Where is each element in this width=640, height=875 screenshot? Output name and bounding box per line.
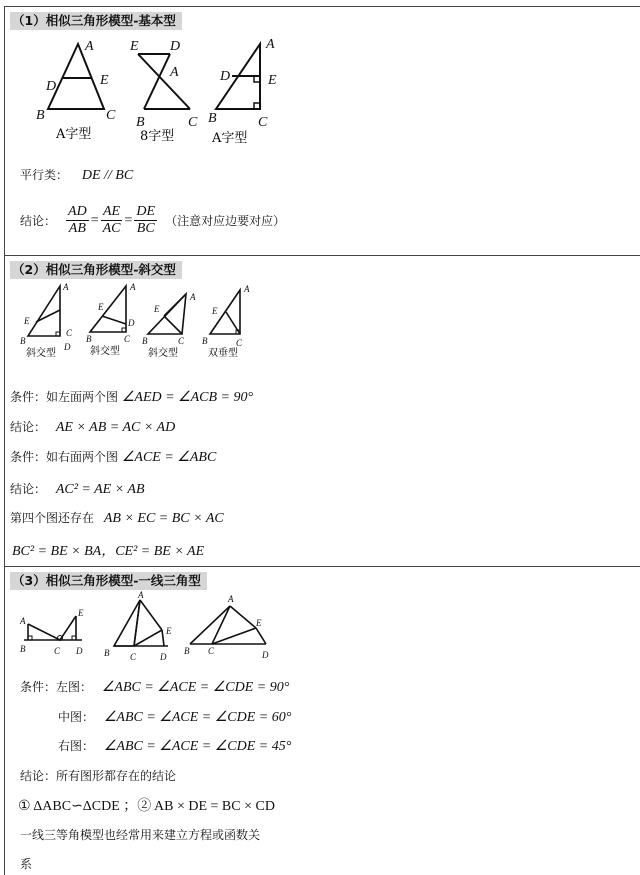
line-label: 条件：左图： bbox=[20, 680, 93, 694]
conclusion-note: （注意对应边要对应） bbox=[165, 214, 286, 228]
svg-text:E: E bbox=[100, 73, 109, 88]
section-3-line-7 bbox=[20, 855, 32, 872]
line-label: 第四个图还存在 bbox=[10, 511, 95, 525]
fraction-den: AB bbox=[68, 221, 86, 236]
svg-text:B: B bbox=[20, 336, 26, 346]
fraction-de-bc bbox=[134, 204, 157, 237]
svg-text:C: C bbox=[130, 652, 137, 662]
caption-8: 8字型 bbox=[140, 129, 175, 144]
line-expr: ∠ABC = ∠ACE = ∠CDE = 45° bbox=[103, 739, 292, 754]
section-2-header: （2）相似三角形模型-斜交型 bbox=[10, 261, 182, 279]
svg-text:C: C bbox=[178, 336, 185, 346]
figure-a-shape-1 bbox=[48, 44, 104, 109]
figure-one-line-60 bbox=[114, 600, 168, 646]
section-3-line-2 bbox=[58, 708, 291, 726]
svg-text:D: D bbox=[170, 39, 181, 54]
svg-text:B: B bbox=[36, 108, 45, 123]
svg-text:D: D bbox=[220, 69, 231, 84]
section-3-line-6 bbox=[20, 826, 260, 843]
svg-text:D: D bbox=[262, 650, 269, 660]
section-3-line-5 bbox=[18, 795, 275, 815]
svg-text:B: B bbox=[184, 646, 190, 656]
line-expr: BC² = BE × BA，CE² = BE × AE bbox=[12, 544, 205, 559]
line-label: 右图： bbox=[58, 739, 95, 753]
line-expr: ∠AED = ∠ACB = 90° bbox=[121, 390, 254, 405]
line-expr: ∠ABC = ∠ACE = ∠CDE = 90° bbox=[101, 680, 290, 695]
svg-text:B: B bbox=[208, 111, 217, 126]
fraction-num: AD bbox=[68, 204, 87, 219]
section-3-header: （3）相似三角形模型-一线三角型 bbox=[10, 572, 207, 590]
section-2-line-1 bbox=[10, 388, 253, 406]
line-label: 一线三等角模型也经常用来建立方程或函数关 bbox=[20, 828, 261, 842]
svg-text:B: B bbox=[136, 115, 145, 130]
section-divider-1 bbox=[4, 255, 640, 256]
svg-text:A: A bbox=[85, 39, 94, 54]
parallel-line bbox=[20, 166, 133, 184]
caption-double-perp: 双垂型 bbox=[208, 348, 238, 359]
svg-text:D: D bbox=[76, 646, 83, 656]
caption-a-1: A字型 bbox=[56, 127, 92, 142]
line-label: 中图： bbox=[58, 710, 95, 724]
svg-text:C: C bbox=[66, 328, 73, 338]
section-divider-2 bbox=[4, 566, 640, 567]
svg-text:E: E bbox=[268, 73, 277, 88]
svg-text:A: A bbox=[138, 590, 144, 600]
svg-text:E: E bbox=[98, 302, 104, 312]
svg-text:B: B bbox=[104, 648, 110, 658]
svg-text:C: C bbox=[208, 646, 215, 656]
fraction-den: AC bbox=[102, 221, 121, 236]
svg-text:A: A bbox=[130, 282, 136, 292]
section-2-figures bbox=[14, 280, 264, 362]
svg-text:A: A bbox=[190, 292, 196, 302]
svg-text:C: C bbox=[54, 646, 61, 656]
line-label: 结论： bbox=[10, 420, 47, 434]
svg-text:A: A bbox=[170, 65, 179, 80]
fraction-ad-ab bbox=[66, 204, 89, 237]
svg-text:D: D bbox=[64, 342, 71, 352]
section-3-line-4 bbox=[20, 767, 176, 784]
section-2-line-5 bbox=[10, 509, 224, 527]
caption-oblique-1: 斜交型 bbox=[26, 348, 56, 359]
figure-one-line-45 bbox=[190, 606, 266, 644]
svg-text:E: E bbox=[130, 39, 139, 54]
section-2-line-2 bbox=[10, 418, 175, 436]
left-border bbox=[4, 6, 5, 875]
svg-text:A: A bbox=[244, 284, 250, 294]
line-label: 结论： bbox=[10, 482, 47, 496]
line-label: 系 bbox=[20, 857, 33, 871]
equals-sign: = bbox=[90, 212, 99, 228]
line-expr: AE × AB = AC × AD bbox=[55, 420, 176, 435]
figure-oblique-2 bbox=[90, 286, 126, 332]
section-1-conclusion bbox=[20, 204, 285, 237]
svg-text:D: D bbox=[46, 79, 57, 94]
fraction-num: AE bbox=[101, 204, 123, 221]
svg-text:B: B bbox=[86, 334, 92, 344]
section-2-line-4 bbox=[10, 480, 145, 498]
caption-oblique-2: 斜交型 bbox=[90, 346, 120, 357]
svg-text:E: E bbox=[166, 626, 172, 636]
fraction-ae-ac bbox=[101, 204, 123, 237]
figure-one-line-90 bbox=[24, 616, 82, 641]
section-3-line-3 bbox=[58, 737, 291, 755]
parallel-expr: DE // BC bbox=[81, 168, 134, 183]
section-2-line-6 bbox=[12, 540, 204, 560]
line-expr: ∠ACE = ∠ABC bbox=[121, 450, 217, 465]
svg-text:E: E bbox=[78, 608, 84, 618]
equals-sign: = bbox=[124, 212, 133, 228]
svg-text:C: C bbox=[124, 334, 131, 344]
figure-oblique-1 bbox=[28, 286, 60, 336]
top-border bbox=[4, 6, 640, 7]
line-label: 条件：如左面两个图 bbox=[10, 390, 119, 404]
section-2-line-3 bbox=[10, 448, 216, 466]
section-3-line-1 bbox=[20, 678, 289, 696]
caption-a-2: A字型 bbox=[212, 131, 248, 146]
fraction-den: BC bbox=[136, 221, 155, 236]
svg-text:B: B bbox=[202, 336, 208, 346]
line-expr: AC² = AE × AB bbox=[55, 482, 145, 497]
svg-text:B: B bbox=[20, 644, 26, 654]
line-expr: AB × EC = BC × AC bbox=[103, 511, 224, 526]
svg-text:B: B bbox=[142, 336, 148, 346]
svg-text:C: C bbox=[258, 115, 268, 130]
svg-text:E: E bbox=[212, 306, 218, 316]
line-expr: ① ΔABC∽ΔCDE ；② AB × DE = BC × CD bbox=[18, 799, 275, 814]
line-label: 结论：所有图形都存在的结论 bbox=[20, 769, 177, 783]
svg-text:D: D bbox=[128, 318, 135, 328]
parallel-label: 平行类： bbox=[20, 168, 69, 182]
svg-text:E: E bbox=[24, 316, 30, 326]
section-3-figures bbox=[16, 590, 276, 664]
svg-text:C: C bbox=[236, 338, 243, 348]
svg-text:E: E bbox=[256, 618, 262, 628]
section-1-figures bbox=[30, 34, 277, 150]
line-label: 条件：如右面两个图 bbox=[10, 450, 119, 464]
svg-text:C: C bbox=[106, 108, 116, 123]
svg-text:D: D bbox=[160, 652, 167, 662]
conclusion-label: 结论： bbox=[20, 214, 57, 228]
svg-text:C: C bbox=[188, 115, 198, 130]
section-1-header: （1）相似三角形模型-基本型 bbox=[10, 12, 182, 30]
caption-oblique-3: 斜交型 bbox=[148, 348, 178, 359]
svg-text:A: A bbox=[20, 616, 26, 626]
svg-text:A: A bbox=[266, 37, 275, 52]
fraction-num: DE bbox=[136, 204, 156, 219]
figure-8-shape bbox=[138, 54, 190, 109]
svg-text:A: A bbox=[228, 594, 234, 604]
line-expr: ∠ABC = ∠ACE = ∠CDE = 60° bbox=[103, 710, 292, 725]
svg-text:A: A bbox=[63, 282, 69, 292]
svg-text:E: E bbox=[154, 304, 160, 314]
